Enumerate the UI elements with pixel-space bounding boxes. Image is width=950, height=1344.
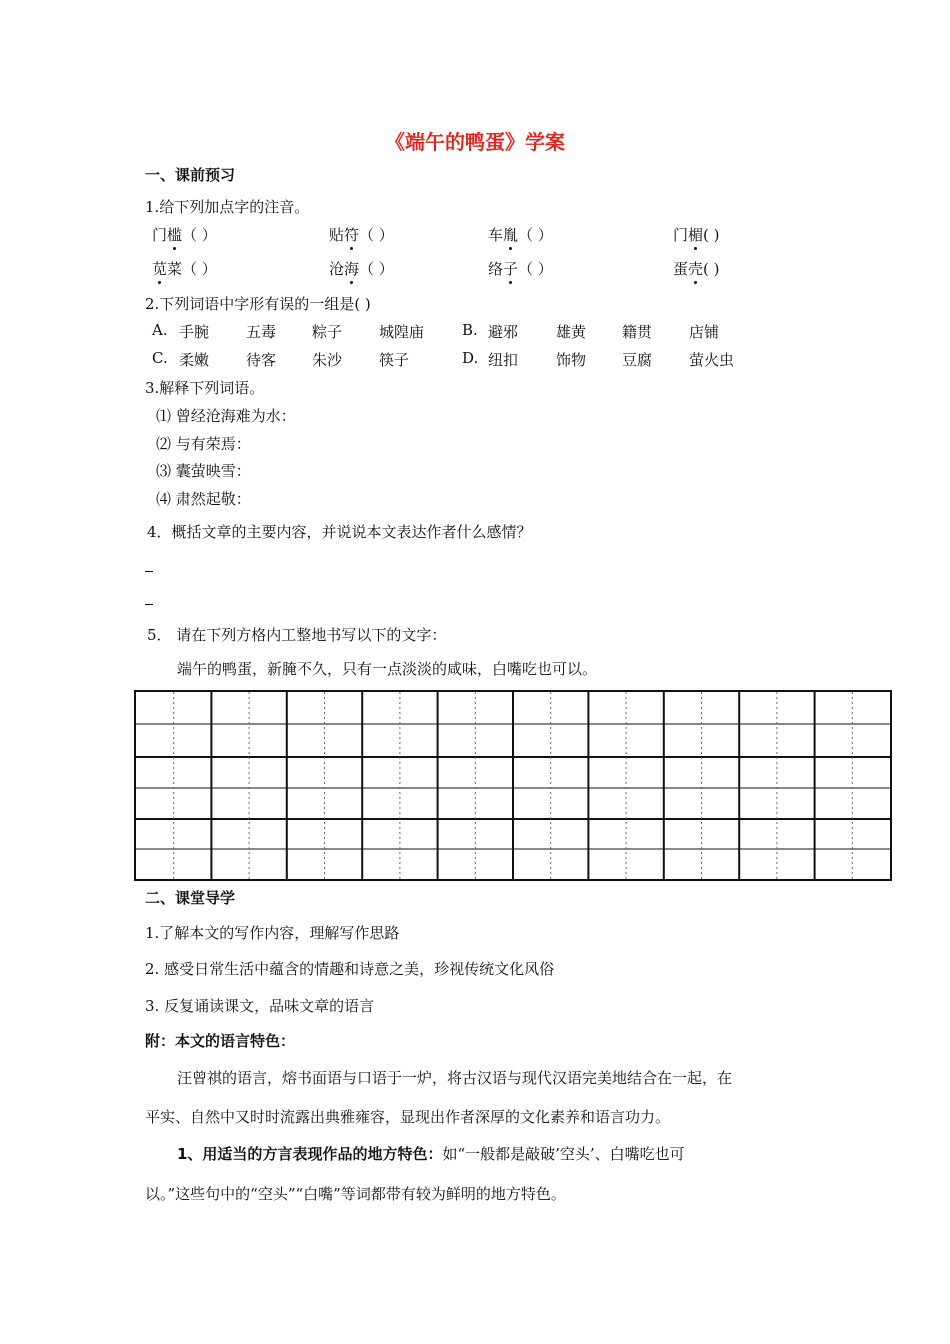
- q5-prompt: 5． 请在下列方格内工整地书写以下的文字：: [147, 626, 447, 644]
- writing-grid-lines: [136, 692, 890, 879]
- writing-grid[interactable]: [134, 690, 892, 881]
- appendix-point: [177, 1143, 685, 1164]
- option-label: A.: [152, 321, 168, 339]
- option-word: 待客: [246, 351, 277, 369]
- section2-item: 3. 反复诵读课文，品味文章的语言: [145, 997, 375, 1015]
- option-word: 饰物: [556, 351, 587, 369]
- appendix-point-title: 1、用适当的方言表现作品的地方特色：: [177, 1145, 443, 1163]
- option-word: 萤火虫: [689, 351, 735, 369]
- q1-item: 苋菜（ ）: [152, 260, 217, 278]
- q1-item: 门楣( ): [673, 226, 720, 244]
- option-word: 店铺: [689, 323, 720, 341]
- q3-item: ⑶ 囊萤映雪：: [156, 462, 251, 480]
- q4-prompt: 4．概括文章的主要内容，并说说本文表达作者什么感情？: [147, 523, 532, 541]
- q1-item: 贴符（ ）: [329, 226, 394, 244]
- option-word: 五毒: [246, 323, 277, 341]
- q2-prompt: 2.下列词语中字形有误的一组是( ): [145, 295, 371, 313]
- option-word: 籍贯: [622, 323, 653, 341]
- option-word: 豆腐: [622, 351, 653, 369]
- q1-item: 络子（ ）: [488, 260, 553, 278]
- option-word: 避邪: [488, 323, 519, 341]
- option-label: D.: [462, 349, 479, 367]
- q5-text: 端午的鸭蛋，新腌不久，只有一点淡淡的咸味，白嘴吃也可以。: [177, 660, 598, 678]
- option-label: B.: [462, 321, 478, 339]
- appendix-point-text: 如“一般都是敲破’空头’、白嘴吃也可: [442, 1145, 685, 1163]
- option-word: 筷子: [379, 351, 410, 369]
- option-word: 粽子: [312, 323, 343, 341]
- q1-item: 门槛（ ）: [152, 226, 217, 244]
- q3-prompt: 3.解释下列词语。: [145, 379, 265, 397]
- option-word: 手腕: [179, 323, 210, 341]
- q1-item: 车胤（ ）: [488, 226, 553, 244]
- option-word: 雄黄: [556, 323, 587, 341]
- q3-item: ⑴ 曾经沧海难为水：: [156, 407, 296, 425]
- option-word: 柔嫩: [179, 351, 210, 369]
- answer-line: [145, 604, 153, 605]
- q1-item: 蛋壳( ): [673, 260, 720, 278]
- option-label: C.: [152, 349, 168, 367]
- answer-line: [145, 571, 153, 572]
- q3-item: ⑷ 肃然起敬：: [156, 490, 251, 508]
- section2-heading: 二、课堂导学: [145, 889, 236, 907]
- section2-item: 1.了解本文的写作内容，理解写作思路: [145, 924, 400, 942]
- option-word: 城隍庙: [379, 323, 425, 341]
- option-word: 纽扣: [488, 351, 519, 369]
- section1-heading: 一、课前预习: [145, 166, 236, 184]
- q1-prompt: 1.给下列加点字的注音。: [145, 198, 310, 216]
- option-word: 朱沙: [312, 351, 343, 369]
- page-title: 《端午的鸭蛋》学案: [385, 130, 565, 154]
- appendix-paragraph-line: 以。”这些句中的“空头”“白嘴”等词都带有较为鲜明的地方特色。: [145, 1185, 566, 1203]
- appendix-heading: 附：本文的语言特色：: [145, 1032, 296, 1050]
- q3-item: ⑵ 与有荣焉：: [156, 435, 251, 453]
- appendix-paragraph-line: 平实、自然中又时时流露出典雅雍容，显现出作者深厚的文化素养和语言功力。: [145, 1108, 671, 1126]
- section2-item: 2. 感受日常生活中蕴含的情趣和诗意之美，珍视传统文化风俗: [145, 960, 555, 978]
- q1-item: 沧海（ ）: [329, 260, 394, 278]
- appendix-paragraph-line: 汪曾祺的语言，熔书面语与口语于一炉，将古汉语与现代汉语完美地结合在一起，在: [177, 1069, 733, 1087]
